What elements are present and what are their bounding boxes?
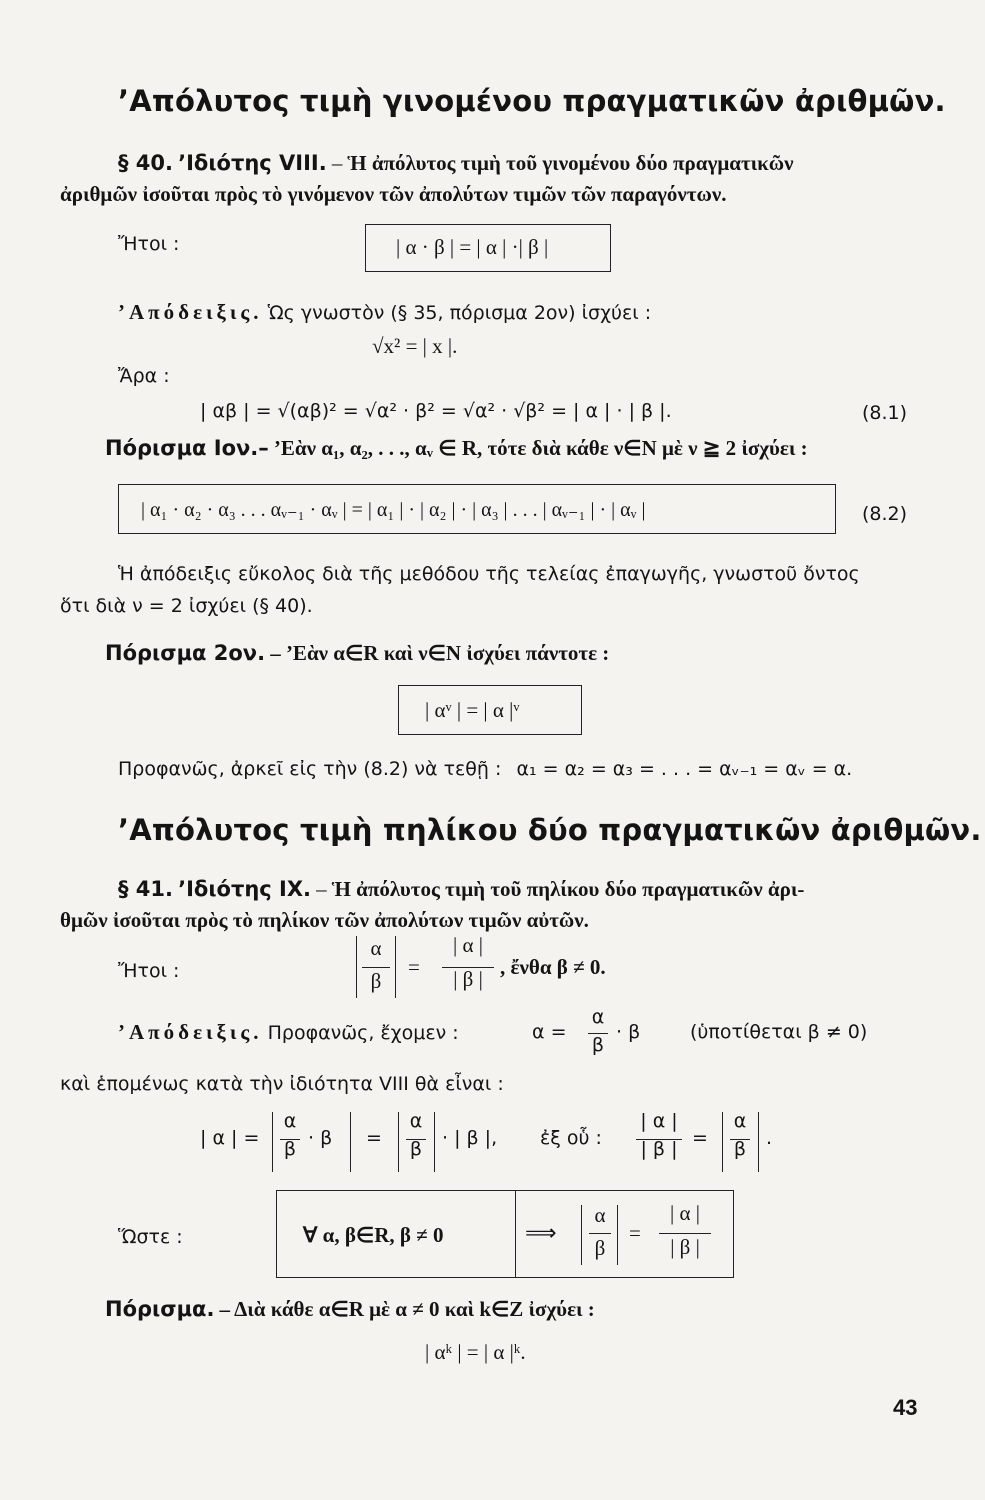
numerator-a: α (370, 936, 382, 960)
chain-num-4: α (733, 1110, 747, 1132)
numerator-abs-a: | α | (453, 933, 483, 957)
formula-power-k: | αᵏ | = | α |ᵏ. (425, 1340, 526, 1364)
formula-power: | αᵛ | = | α |ᵛ (425, 698, 520, 722)
chain-num-3: | α | (640, 1110, 678, 1132)
chain-bar-4 (434, 1112, 435, 1172)
chain-final-dot: . (766, 1127, 773, 1149)
section-number-41: § 41. (118, 877, 174, 901)
equation-number-8-1: (8.1) (862, 402, 908, 424)
box-num-2: | α | (670, 1201, 700, 1225)
box-num-1: α (594, 1203, 606, 1227)
ara-label: Ἄρα : (118, 365, 170, 387)
abs-bar-right (395, 936, 396, 998)
chain-tail: · | β |, (442, 1127, 498, 1149)
corollary-2-note-text: Προφανῶς, ἀρκεῖ εἰς τὴν (8.2) νὰ τεθῇ : (118, 758, 502, 780)
denominator-b: β (370, 969, 382, 993)
corollary-2-line (105, 641, 609, 666)
proof-numerator-a: α (591, 1006, 605, 1028)
chain-fracbar-3 (636, 1139, 682, 1140)
chain-bar-6 (758, 1112, 759, 1172)
section-heading-product: ’Απόλυτος τιμὴ γινομένου πραγματικῶν ἀριθμῶν. (118, 84, 946, 118)
proof-2-lhs: α = (532, 1021, 567, 1043)
itoi-label-2: Ἤτοι : (118, 960, 180, 982)
implies-arrow: ⟹ (525, 1221, 557, 1246)
abs-bar-left (356, 936, 357, 998)
dash-41: – (316, 877, 327, 901)
itoi-label: Ἤτοι : (118, 233, 180, 255)
proof-text: Ὡς γνωστὸν (§ 35, πόρισμα 2ον) ἰσχύει : (267, 302, 652, 324)
fraction-bar-2 (442, 967, 494, 968)
chain-den-4: β (733, 1138, 747, 1160)
section-40-line1 (118, 151, 794, 176)
section-heading-quotient: ’Απόλυτος τιμὴ πηλίκου δύο πραγματικῶν ἀριθμῶν. (118, 813, 982, 847)
condition-text: , ἔνθα β ≠ 0. (500, 955, 606, 979)
proof-2-text: Προφανῶς, ἔχομεν : (267, 1022, 459, 1044)
fraction-a-over-b (360, 936, 392, 994)
box-fracbar-1 (589, 1233, 611, 1234)
box-frac-2 (657, 1201, 713, 1260)
corollary-text: ’Εὰν α₁, α₂, . . ., αᵥ ∈ R, τότε διὰ κάθε ν∈N μὲ ν ≧ 2 ἰσχύει : (273, 436, 808, 460)
formula-box-power (398, 685, 582, 735)
box-frac-1 (587, 1203, 613, 1261)
formula-chain: | αβ | = √(αβ)² = √α² · β² = √α² · √β² = | α | · | β |. (200, 400, 672, 422)
property-9-text-1: Ἡ ἀπόλυτος τιμὴ τοῦ πηλίκου δύο πραγματικῶν ἀρι- (331, 877, 805, 901)
corollary-3-label: Πόρισμα. (105, 1297, 215, 1321)
chain-dot-b: · β (308, 1127, 333, 1149)
chain-den-1: β (283, 1138, 297, 1160)
corollary-2-note (118, 758, 852, 780)
proof-denominator-b: β (591, 1034, 605, 1056)
chain-fracbar-4 (730, 1139, 750, 1140)
box-den-1: β (594, 1236, 606, 1260)
wste-label: Ὥστε : (118, 1226, 183, 1248)
formula-multi-product: | α₁ · α₂ · α₃ . . . αᵥ₋₁ · αᵥ | = | α₁ | · | α₂ | · | α₃ | . . . | αᵥ₋₁ | · | αᵥ | (141, 499, 646, 521)
chain-eq-2: = (692, 1127, 708, 1149)
property-text-1: Ἡ ἀπόλυτος τιμὴ τοῦ γινομένου δύο πραγματικῶν (347, 151, 794, 175)
property-title-9: ’Ιδιότης IX. (178, 877, 312, 901)
forall-condition: ∀ α, β∈R, β ≠ 0 (303, 1223, 444, 1247)
corollary-2-note-formula: α₁ = α₂ = α₃ = . . . = αᵥ₋₁ = αᵥ = α. (516, 758, 853, 780)
fraction-bar-1 (362, 967, 390, 968)
chain-frac-1 (278, 1110, 302, 1160)
box-eq: = (629, 1221, 641, 1245)
formula-box-product (365, 224, 611, 272)
box-divider (515, 1191, 516, 1277)
section-41-line2: θμῶν ἰσοῦται πρὸς τὸ πηλίκον τῶν ἀπολύτων τιμῶν αὐτῶν. (60, 908, 589, 932)
chain-den-3: | β | (640, 1138, 678, 1160)
corollary-2-label: Πόρισμα 2ον. (105, 641, 266, 665)
formula-product: | α · β | = | α | ·| β | (396, 235, 549, 259)
chain-frac-3 (634, 1110, 684, 1160)
equation-number-8-2: (8.2) (862, 503, 908, 525)
corollary-label: Πόρισμα Ιον.– (105, 436, 269, 460)
proof-2-note: (ὑποτίθεται β ≠ 0) (690, 1021, 868, 1043)
chain-bar-3 (398, 1112, 399, 1172)
corollary-3-text: – Διὰ κάθε α∈R μὲ α ≠ 0 καὶ k∈Z ἰσχύει : (219, 1297, 595, 1321)
dash: – (331, 151, 343, 175)
chain-frac-4 (728, 1110, 752, 1160)
section-40-line2: ἀριθμῶν ἰσοῦται πρὸς τὸ γινόμενον τῶν ἀπολύτων τιμῶν τῶν παραγόντων. (60, 182, 727, 206)
page-number: 43 (893, 1395, 918, 1420)
induction-proof-line2: ὅτι διὰ ν = 2 ἰσχύει (§ 40). (60, 595, 313, 617)
corollary-3-line (105, 1297, 595, 1322)
chain-abs-a: | α | = (200, 1127, 260, 1149)
chain-num-2: α (409, 1110, 423, 1132)
formula-box-quotient (276, 1190, 734, 1278)
chain-frac-2 (404, 1110, 428, 1160)
chain-fracbar-2 (406, 1139, 426, 1140)
chain-bar-2 (350, 1112, 351, 1172)
proof-1-line (118, 300, 651, 325)
corollary-1-line (105, 436, 808, 461)
proof-2-line (118, 1020, 459, 1045)
formula-box-multi-product (118, 484, 836, 534)
section-41-line1 (118, 877, 804, 902)
formula-sqrt-x: √x² = | x |. (372, 334, 458, 358)
induction-proof-line1: Ἡ ἀπόδειξις εὔκολος διὰ τῆς μεθόδου τῆς τελείας ἐπαγωγῆς, γνωστοῦ ὄντος (118, 563, 860, 585)
proof-label: ’Απόδειξις. (118, 300, 263, 324)
chain-bar-5 (722, 1112, 723, 1172)
chain-num-1: α (283, 1110, 297, 1132)
box-abs-bar-2 (617, 1205, 618, 1265)
fraction-abs-a-over-abs-b (440, 933, 496, 992)
property-title: ’Ιδιότης VIII. (178, 151, 327, 175)
exou-label: ἐξ οὗ : (540, 1127, 602, 1149)
fraction-a-b-proof (586, 1006, 610, 1056)
chain-fracbar-1 (280, 1139, 300, 1140)
proof-2-dot-b: · β (616, 1021, 641, 1043)
proof-2-line2: καὶ ἑπομένως κατὰ τὴν ἰδιότητα VIII θὰ εἶναι : (60, 1073, 504, 1095)
corollary-2-text: – ’Εὰν α∈R καὶ ν∈N ἰσχύει πάντοτε : (270, 641, 610, 665)
chain-bar-1 (272, 1112, 273, 1172)
chain-den-2: β (409, 1138, 423, 1160)
box-abs-bar-1 (581, 1205, 582, 1265)
section-number: § 40. (118, 151, 174, 175)
chain-eq-1: = (366, 1127, 382, 1149)
proof-2-label: ’Απόδειξις. (118, 1020, 263, 1044)
denominator-abs-b: | β | (453, 967, 483, 991)
box-den-2: | β | (670, 1235, 700, 1259)
box-fracbar-2 (659, 1233, 711, 1234)
equals-sign: = (408, 955, 420, 979)
fraction-bar-3 (588, 1033, 608, 1034)
